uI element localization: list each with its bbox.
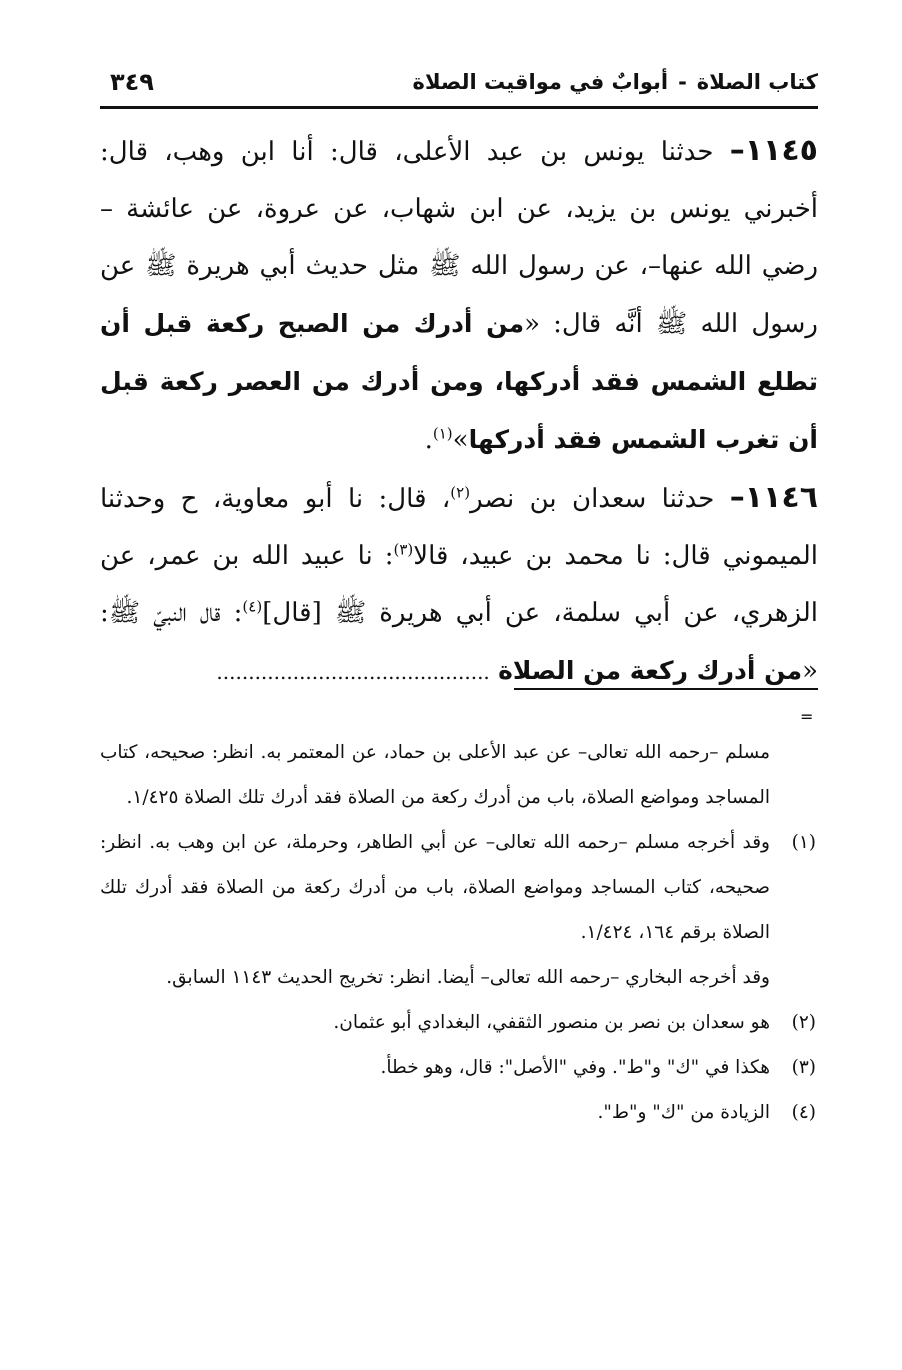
header-separator: - bbox=[678, 70, 687, 94]
hadith-quote: من أدرك من الصبح ركعة قبل أن تطلع الشمس فقد أدركها، ومن أدرك من العصر ركعة قبل أن تغرب الشمس فقد أدركها bbox=[100, 309, 818, 454]
main-text bbox=[100, 122, 818, 701]
hadith-1145 bbox=[100, 122, 818, 469]
footnote-2 bbox=[100, 1000, 816, 1045]
continuation-dots: ........................................... bbox=[216, 660, 490, 684]
hadith-quote: من أدرك ركعة من الصلاة bbox=[498, 656, 803, 685]
footnote-text: هو سعدان بن نصر بن منصور الثقفي، البغدادي أبو عثمان. bbox=[333, 1012, 770, 1033]
hadith-text: : قال النبيّ ﷺ: « bbox=[100, 598, 818, 686]
footnote-continued: مسلم –رحمه الله تعالى– عن عبد الأعلى بن حماد، عن المعتمر به. انظر: صحيحه، كتاب المساجد ومواضع الصلاة، باب من أدرك ركعة من الصلاة فقد أدرك تلك الصلاة ١/٤٢٥. bbox=[100, 742, 770, 808]
hadith-text-end: . bbox=[424, 425, 433, 455]
hadith-1146 bbox=[100, 469, 818, 701]
header-title bbox=[413, 70, 818, 94]
footnote-4 bbox=[100, 1090, 816, 1135]
footnote-label: (٣) bbox=[791, 1057, 816, 1078]
footnote-label: (١) bbox=[791, 832, 816, 853]
quote-close: » bbox=[452, 425, 469, 455]
hadith-number: ١١٤٦– bbox=[729, 480, 819, 515]
footnote-text: هكذا في "ك" و"ط". وفي "الأصل": قال، وهو خطأ. bbox=[380, 1057, 770, 1078]
hadith-text: : نا عبيد الله بن عمر، عن الزهري، عن أبي سلمة، عن أبي هريرة ﷺ [قال] bbox=[100, 541, 819, 628]
footnote-ref-2[interactable]: (٢) bbox=[450, 483, 471, 502]
hadith-text: حدثنا سعدان بن نصر bbox=[470, 484, 730, 514]
hadith-text: ، قال: نا أبو معاوية، ح وحدثنا الميموني قال: نا محمد بن عبيد، قالا bbox=[100, 484, 818, 571]
footnote-ref-3[interactable]: (٣) bbox=[393, 540, 414, 559]
running-header bbox=[100, 66, 818, 109]
footnote-text: الزيادة من "ك" و"ط". bbox=[597, 1102, 770, 1123]
header-book-title: كتاب الصلاة bbox=[696, 70, 818, 94]
hadith-number: ١١٤٥– bbox=[729, 133, 818, 168]
footnote-continuation-mark: = bbox=[800, 707, 814, 726]
footnotes bbox=[100, 730, 816, 1135]
footnote-3 bbox=[100, 1045, 816, 1090]
footnote-label: (٤) bbox=[791, 1102, 816, 1123]
footnote-label: (٢) bbox=[791, 1012, 816, 1033]
footnote-1 bbox=[100, 820, 816, 955]
footnote-1-extra: وقد أخرجه البخاري –رحمه الله تعالى– أيضا. انظر: تخريج الحديث ١١٤٣ السابق. bbox=[166, 967, 770, 988]
page-number: ٣٤٩ bbox=[110, 68, 154, 96]
hadith-text: حدثنا يونس بن عبد الأعلى، قال: أنا ابن وهب، قال: أخبرني يونس بن يزيد، عن ابن شهاب، عن عروة، عن عائشة –رضي الله عنها–، عن رسول الله ﷺ مثل حديث أبي هريرة ﷺ عن رسول الله ﷺ أنَّه قال: « bbox=[100, 137, 818, 339]
footnote-ref-1[interactable]: (١) bbox=[432, 424, 453, 443]
footnote-separator bbox=[514, 688, 818, 690]
footnote-ref-4[interactable]: (٤) bbox=[242, 597, 263, 616]
header-chapter-title: أبوابٌ في مواقيت الصلاة bbox=[412, 70, 669, 94]
footnote-text: وقد أخرجه مسلم –رحمه الله تعالى– عن أبي الطاهر، وحرملة، عن ابن وهب به. انظر: صحيحه، كتاب المساجد ومواضع الصلاة، باب من أدرك ركعة من الصلاة فقد أدرك تلك الصلاة برقم ١٦٤، ١/٤٢٤. bbox=[100, 832, 770, 943]
